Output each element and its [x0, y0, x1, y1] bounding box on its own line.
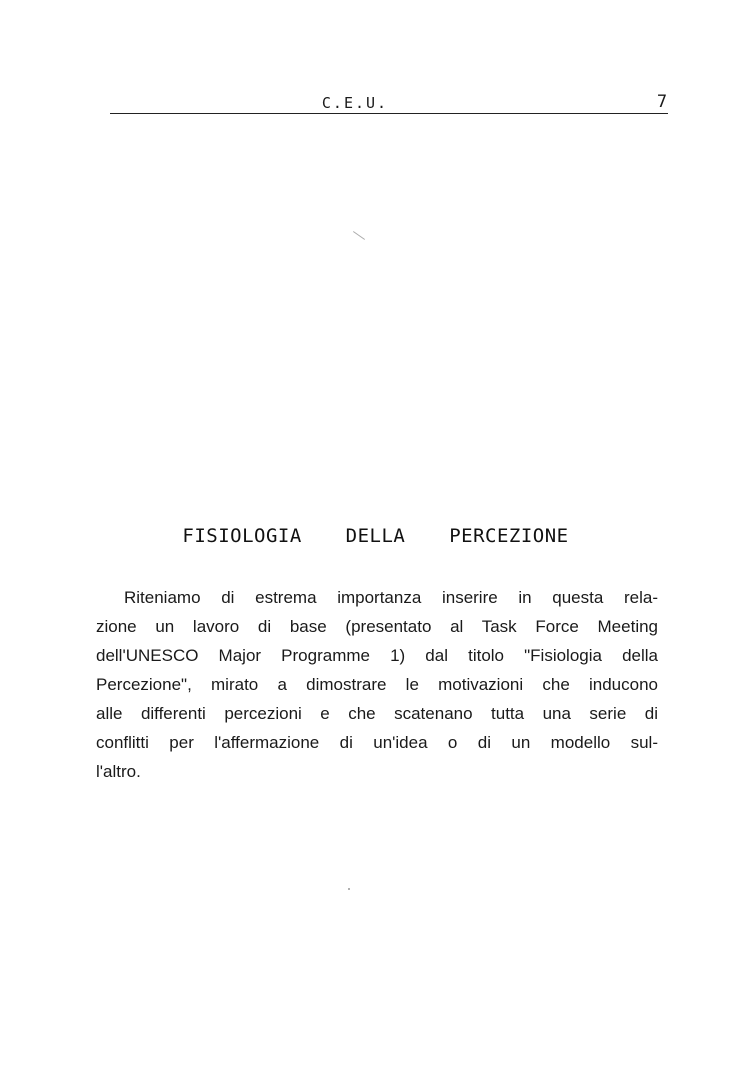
paragraph-line: zione un lavoro di base (presentato al Task Force Meeting	[96, 617, 658, 636]
paragraph-line: Riteniamo di estrema importanza inserire in questa rela-	[124, 588, 658, 607]
header-rule	[110, 113, 668, 114]
paragraph-line: conflitti per l'affermazione di un'idea o di un modello sul-	[96, 733, 658, 752]
paragraph-line: alle differenti percezioni e che scatenano tutta una serie di	[96, 704, 658, 723]
running-header: C.E.U.	[321, 94, 389, 112]
paragraph-line: dell'UNESCO Major Programme 1) dal titolo "Fisiologia della	[96, 646, 658, 665]
body-paragraph	[96, 583, 658, 786]
section-title: FISIOLOGIA DELLA PERCEZIONE	[182, 525, 569, 547]
scan-speck	[348, 888, 350, 890]
paragraph-line: Percezione", mirato a dimostrare le motivazioni che inducono	[96, 675, 658, 694]
page-number: 7	[656, 92, 668, 112]
scan-mark	[353, 231, 365, 240]
paragraph-line: l'altro.	[96, 762, 141, 781]
